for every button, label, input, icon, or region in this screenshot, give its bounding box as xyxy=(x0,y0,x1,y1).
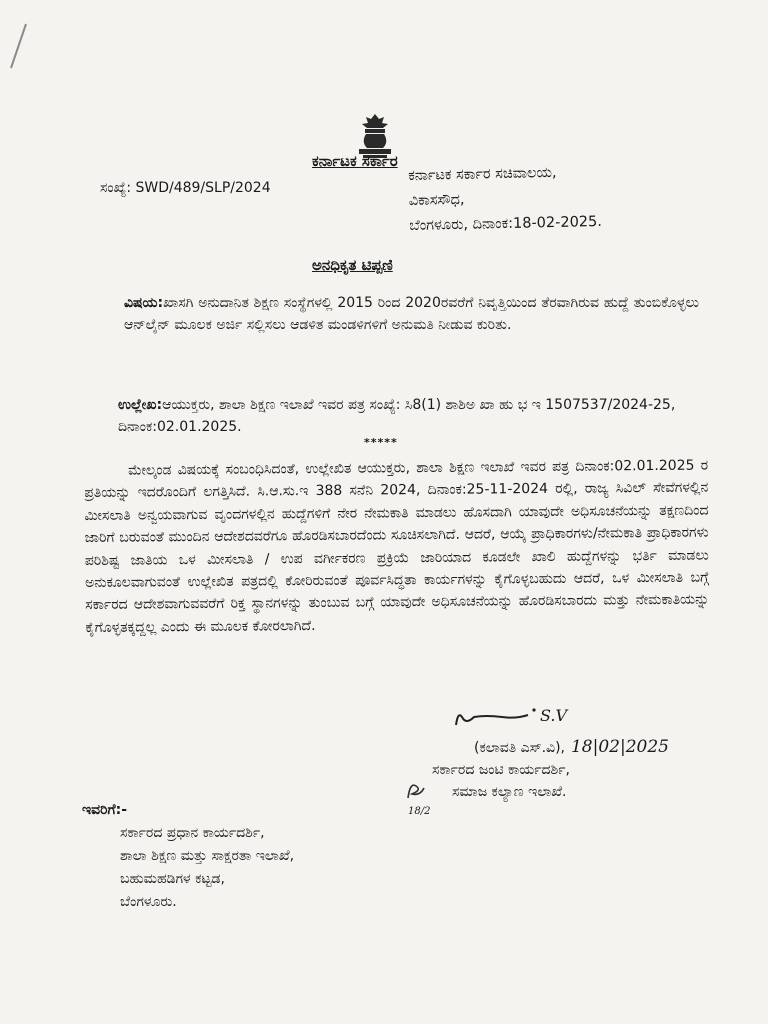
signatory-department: ಸಮಾಜ ಕಲ್ಯಾಣ ಇಲಾಖೆ. xyxy=(452,784,567,800)
signing-date: 18|02|2025 xyxy=(570,737,669,757)
reference-number: ಸಂಖ್ಯೆ: SWD/489/SLP/2024 xyxy=(100,180,271,196)
reference-text: ಆಯುಕ್ತರು, ಶಾಲಾ ಶಿಕ್ಷಣ ಇಲಾಖೆ ಇವರ ಪತ್ರ ಸಂಖ್ಯೆ: ಸಿ8(1) ಶಾಶಿಅ ಖಾ ಹು ಭ ಇ 1507537/2024-25, ದಿನಾಂಕ:02.01.2025. xyxy=(118,397,676,435)
subject-text: ಖಾಸಗಿ ಅನುದಾನಿತ ಶಿಕ್ಷಣ ಸಂಸ್ಥೆಗಳಲ್ಲಿ 2015 ರಿಂದ 2020ರವರೆಗೆ ನಿವೃತ್ತಿಯಿಂದ ತೆರವಾಗಿರುವ ಹುದ್ದೆ ತುಂಬಿಕೊಳ್ಳಲು ಆನ್‌ಲೈನ್ ಮೂಲಕ ಅರ್ಜಿ ಸಲ್ಲಿಸಲು ಆಡಳಿತ ಮಂಡಳಿಗಳಿಗೆ ಅನುಮತಿ ನೀಡುವ ಕುರಿತು. xyxy=(124,295,699,333)
recipient-line: ಬೆಂಗಳೂರು. xyxy=(120,894,177,910)
recipient-line: ಶಾಲಾ ಶಿಕ್ಷಣ ಮತ್ತು ಸಾಕ್ಷರತಾ ಇಲಾಖೆ, xyxy=(120,848,295,864)
reference-block xyxy=(118,394,703,438)
signatory-designation: ಸರ್ಕಾರದ ಜಂಟಿ ಕಾರ್ಯದರ್ಶಿ, xyxy=(432,762,570,778)
subject-block xyxy=(124,292,699,336)
initial-date: 18/2 xyxy=(408,806,431,817)
signatory-name-line xyxy=(430,736,669,759)
signatory-block xyxy=(430,736,669,803)
body-paragraph: ಮೇಲ್ಕಂಡ ವಿಷಯಕ್ಕೆ ಸಂಬಂಧಿಸಿದಂತೆ, ಉಲ್ಲೇಖಿತ ಆಯುಕ್ತರು, ಶಾಲಾ ಶಿಕ್ಷಣ ಇಲಾಖೆ ಇವರ ಪತ್ರ ದಿನಾಂಕ:02.01.2025 ರ ಪ್ರತಿಯನ್ನು ಇದರೊಂದಿಗೆ ಲಗತ್ತಿಸಿದೆ. ಸಿ.ಆ.ಸು.ಇ 388 ಸನೆನಿ 2024, ದಿನಾಂಕ:25-11-2024 ರಲ್ಲಿ, ರಾಜ್ಯ ಸಿವಿಲ್ ಸೇವೆಗಳಲ್ಲಿನ ಮೀಸಲಾತಿ ಅನ್ವಯವಾಗುವ ವೃಂದಗಳಲ್ಲಿನ ಹುದ್ದೆಗಳಿಗೆ ನೇರ ನೇಮಕಾತಿ ಮಾಡಲು ಹೊಸದಾಗಿ ಯಾವುದೇ ಅಧಿಸೂಚನೆಯನ್ನು ತಕ್ಷಣದಿಂದ ಜಾರಿಗೆ ಬರುವಂತೆ ಮುಂದಿನ ಆದೇಶದವರೆಗೂ ಹೊರಡಿಸಬಾರದೆಂದು ಸೂಚಿಸಲಾಗಿದೆ. ಆದರೆ, ಆಯ್ಕೆ ಪ್ರಾಧಿಕಾರಗಳು/ನೇಮಕಾತಿ ಪ್ರಾಧಿಕಾರಗಳು ಪರಿಶಿಷ್ಟ ಜಾತಿಯ ಒಳ ಮೀಸಲಾತಿ / ಉಪ ವರ್ಗೀಕರಣ ಪ್ರಕ್ರಿಯೆ ಜಾರಿಯಾದ ಕೂಡಲೇ ಖಾಲಿ ಹುದ್ದೆಗಳನ್ನು ಭರ್ತಿ ಮಾಡಲು ಅನುಕೂಲವಾಗುವಂತೆ ಉಲ್ಲೇಖಿತ ಪತ್ರದಲ್ಲಿ ಕೋರಿರುವಂತೆ ಪೂರ್ವಸಿದ್ಧತಾ ಕಾರ್ಯಗಳನ್ನು ಕೈಗೊಳ್ಳಬಹುದು ಆದರೆ, ಒಳ ಮೀಸಲಾತಿ ಬಗ್ಗೆ ಸರ್ಕಾರದ ಆದೇಶವಾಗುವವರೆಗೆ ರಿಕ್ತ ಸ್ಥಾನಗಳನ್ನು ತುಂಬುವ ಬಗ್ಗೆ ಯಾವುದೇ ಅಧಿಸೂಚನೆಯನ್ನು ಹೊರಡಿಸಬಾರದು ಮತ್ತು ನೇಮಕಾತಿಯನ್ನು ಕೈಗೊಳ್ಳತಕ್ಕದ್ದಲ್ಲ ಎಂದು ಈ ಮೂಲಕ ಕೋರಲಾಗಿದೆ. xyxy=(84,457,710,636)
recipient-line: ಬಹುಮಹಡಿಗಳ ಕಟ್ಟಡ, xyxy=(120,871,225,887)
recipient-label: ಇವರಿಗೆ:- xyxy=(82,802,128,818)
reference-label: ಉಲ್ಲೇಖ: xyxy=(118,397,163,413)
separator-stars: ***** xyxy=(364,436,398,449)
note-title: ಅನಧಿಕೃತ ಟಿಪ್ಪಣಿ xyxy=(312,256,393,274)
handwritten-signature xyxy=(452,705,542,729)
initials-scribble xyxy=(404,776,428,806)
address-line: ಕರ್ನಾಟಕ ಸರ್ಕಾರ ಸಚಿವಾಲಯ, xyxy=(408,164,557,184)
handwritten-initials: S.V xyxy=(540,706,568,725)
subject-label: ವಿಷಯ: xyxy=(124,295,164,311)
address-line: ವಿಕಾಸಸೌಧ, xyxy=(408,191,465,209)
signatory-name: (ಕಲಾವತಿ ಎಸ್.ವಿ), xyxy=(474,740,565,756)
recipient-address xyxy=(120,822,294,914)
recipient-line: ಸರ್ಕಾರದ ಪ್ರಧಾನ ಕಾರ್ಯದರ್ಶಿ, xyxy=(120,825,265,841)
pen-stroke-mark xyxy=(8,22,28,72)
secretariat-address xyxy=(408,160,602,239)
government-heading: ಕರ್ನಾಟಕ ಸರ್ಕಾರ xyxy=(312,152,398,170)
address-line: ಬೆಂಗಳೂರು, ದಿನಾಂಕ:18-02-2025. xyxy=(409,213,603,234)
